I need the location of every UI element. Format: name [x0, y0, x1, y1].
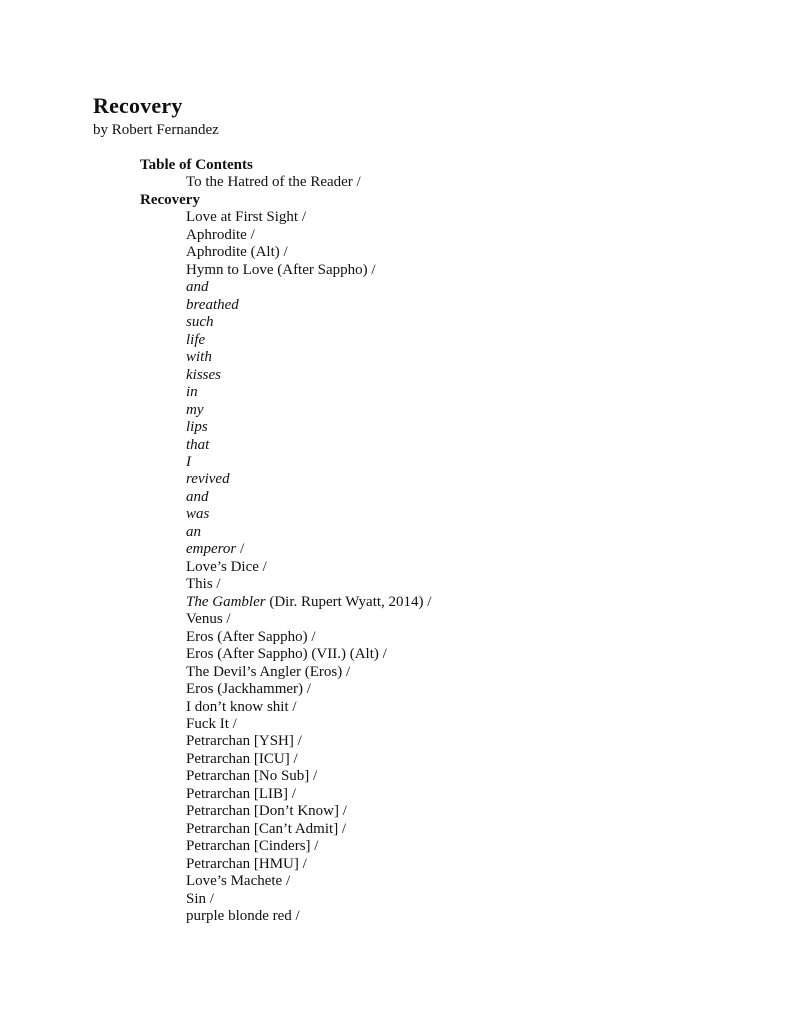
- toc-entry-to-the-hatred-of-the-reader: To the Hatred of the Reader /: [186, 174, 361, 191]
- toc-entry-i: I: [186, 453, 191, 470]
- toc-entry-in: in: [186, 384, 198, 401]
- toc-entry-loves-dice: Love’s Dice /: [186, 558, 267, 575]
- toc-entry-eros-after-sappho: Eros (After Sappho) /: [186, 628, 316, 645]
- toc-entry-this: This /: [186, 576, 221, 593]
- toc-entry-emperor-title: emperor: [186, 541, 237, 558]
- toc-entry-was: was: [186, 506, 210, 523]
- toc-entry-emperor: [140, 541, 431, 558]
- toc-entry-an: an: [186, 523, 201, 540]
- toc-entry-petrarchan-no-sub: Petrarchan [No Sub] /: [186, 768, 318, 785]
- toc-entry-petrarchan-icu: Petrarchan [ICU] /: [186, 750, 298, 767]
- toc-entry-lips: lips: [186, 419, 208, 436]
- toc-entry-the-gambler-title: The Gambler: [186, 593, 266, 610]
- toc-entry-petrarchan-cant-admit: Petrarchan [Can’t Admit] /: [186, 820, 347, 837]
- toc-entry-petrarchan-hmu: Petrarchan [HMU] /: [186, 855, 307, 872]
- toc-entry-petrarchan-dont-know: Petrarchan [Don’t Know] /: [186, 803, 347, 820]
- toc-entry-emperor-suffix: /: [236, 541, 245, 558]
- toc-entry-with: with: [186, 349, 212, 366]
- toc-entry-petrarchan-cinders: Petrarchan [Cinders] /: [186, 838, 319, 855]
- toc-entry-petrarchan-ysh: Petrarchan [YSH] /: [186, 733, 302, 750]
- toc-entry-eros-jackhammer: Eros (Jackhammer) /: [186, 681, 311, 698]
- toc-entry-revived: revived: [186, 471, 230, 488]
- toc-entry-purple-blonde-red: purple blonde red /: [186, 908, 300, 925]
- toc-entry-aphrodite: Aphrodite /: [186, 226, 255, 243]
- document-title: Recovery: [93, 93, 183, 118]
- toc-entry-hymn-to-love: Hymn to Love (After Sappho) /: [186, 261, 376, 278]
- toc-entry-the-devils-angler: The Devil’s Angler (Eros) /: [186, 663, 351, 680]
- toc-entry-kisses: kisses: [186, 366, 221, 383]
- toc-entry-loves-machete: Love’s Machete /: [186, 873, 291, 890]
- toc-entry-breathed: breathed: [186, 296, 239, 313]
- toc-entry-sin: Sin /: [186, 890, 214, 907]
- toc-entry-fuck-it: Fuck It /: [186, 716, 237, 732]
- toc-entry-and: and: [186, 279, 209, 296]
- toc-entry-that: that: [186, 436, 210, 453]
- toc-entry-such: such: [186, 314, 214, 331]
- toc-entry-and-2: and: [186, 488, 209, 505]
- toc-entry-eros-after-sappho-vii-alt: Eros (After Sappho) (VII.) (Alt) /: [186, 646, 387, 663]
- toc-entry-the-gambler-suffix: (Dir. Rupert Wyatt, 2014) /: [265, 593, 432, 610]
- toc-entry-life: life: [186, 331, 206, 348]
- table-of-contents: [140, 157, 431, 926]
- toc-entry-my: my: [186, 401, 204, 418]
- toc-entry-the-gambler: [140, 594, 431, 611]
- toc-section-heading-recovery: Recovery: [140, 191, 200, 208]
- document-byline: by Robert Fernandez: [93, 122, 219, 138]
- toc-entry-aphrodite-alt: Aphrodite (Alt) /: [186, 244, 288, 261]
- toc-entry-petrarchan-lib: Petrarchan [LIB] /: [186, 785, 296, 802]
- toc-entry-love-at-first-sight: Love at First Sight /: [186, 209, 306, 226]
- toc-entry-venus: Venus /: [186, 611, 231, 628]
- toc-entry-i-dont-know-shit: I don’t know shit /: [186, 698, 297, 715]
- toc-heading: Table of Contents: [140, 157, 253, 173]
